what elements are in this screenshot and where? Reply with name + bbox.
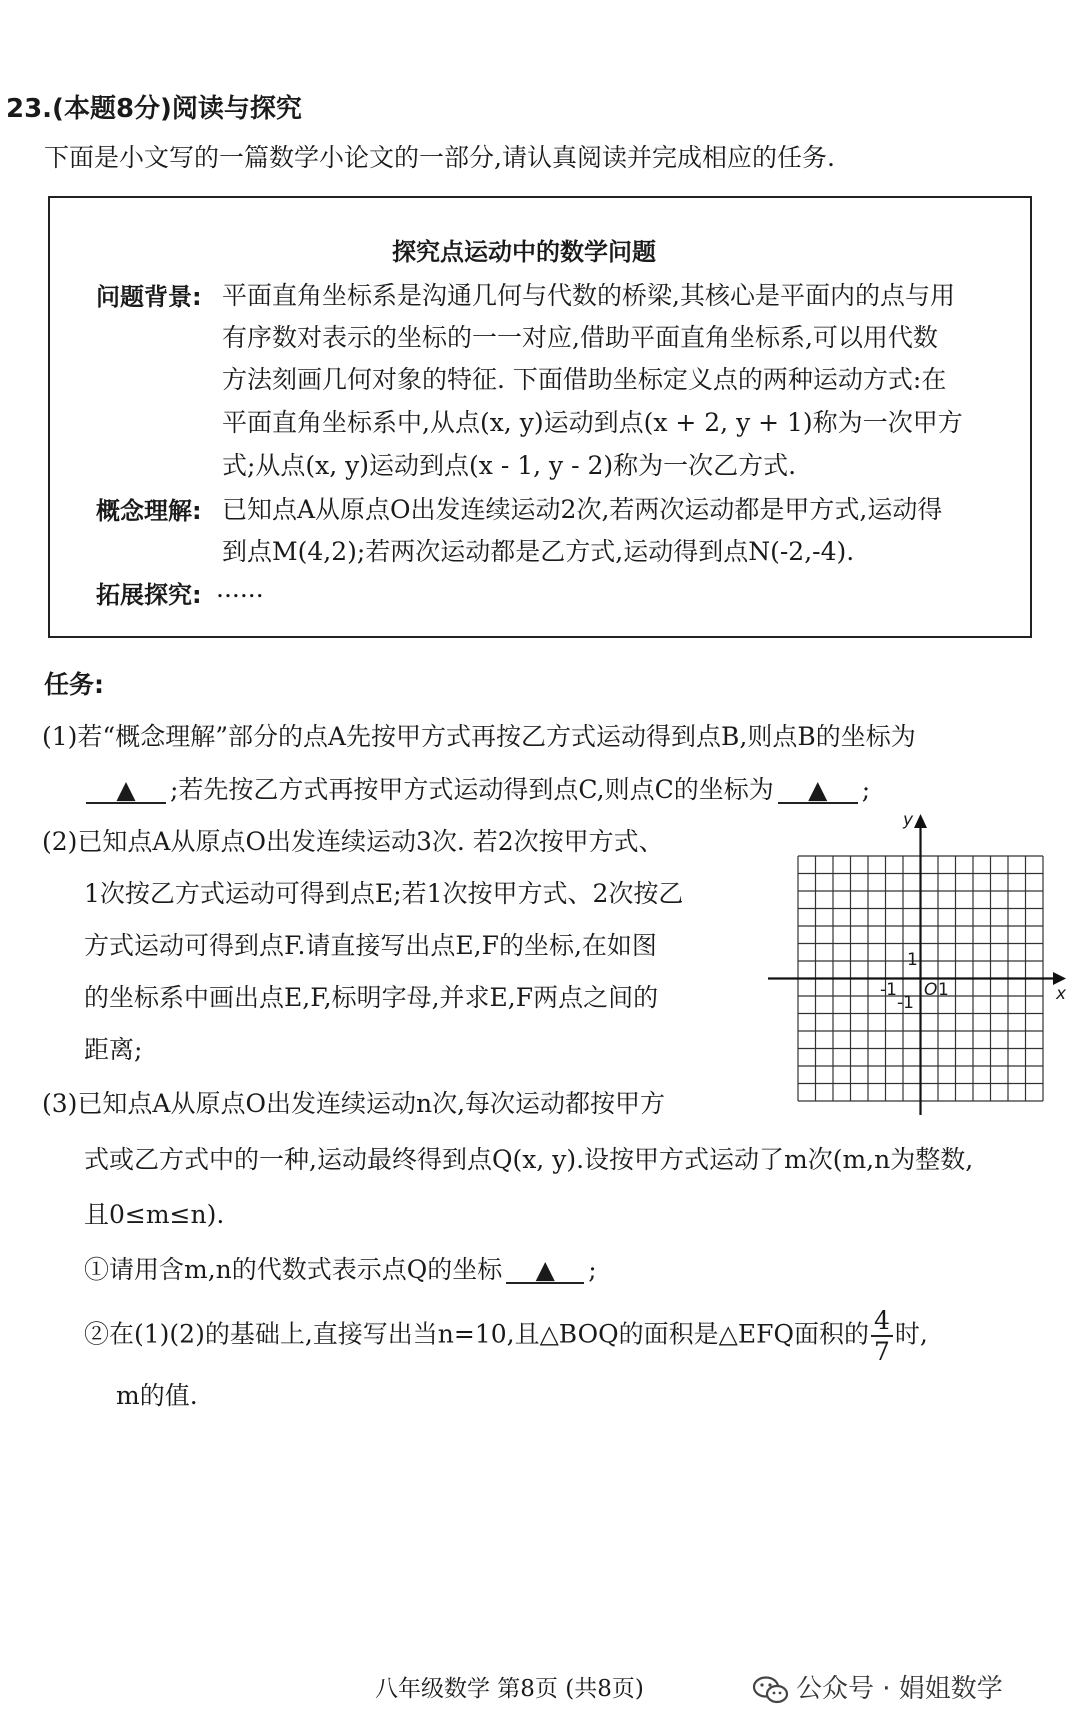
background-line-5: 式;从点(x, y)运动到点(x - 1, y - 2)称为一次乙方式. (222, 451, 797, 480)
fraction-four-sevenths (871, 1308, 893, 1364)
concept-label: 概念理解: (96, 497, 202, 525)
task1-mid-text: ;若先按乙方式再按甲方式运动得到点C,则点C的坐标为 (170, 775, 774, 804)
fraction-numerator: 4 (871, 1308, 893, 1337)
concept-line-1: 已知点A从原点O出发连续运动2次,若两次运动都是甲方式,运动得 (222, 495, 943, 524)
y-axis-arrow-icon (914, 814, 927, 828)
x-tick-negative: -1 (880, 980, 897, 1000)
x-tick-positive: 1 (938, 980, 949, 1000)
task2-line5: 距离; (84, 1035, 143, 1064)
task3-sub2-text: ②在(1)(2)的基础上,直接写出当n=10,且△BOQ的面积是△EFQ面积的 (84, 1319, 869, 1349)
task3-sub2-line2: m的值. (116, 1381, 198, 1410)
task3-sub2 (84, 1308, 928, 1364)
background-line-3: 方法刻画几何对象的特征. 下面借助坐标定义点的两种运动方式:在 (222, 365, 947, 394)
background-line-1: 平面直角坐标系是沟通几何与代数的桥梁,其核心是平面内的点与用 (222, 281, 955, 310)
question-intro: 下面是小文写的一篇数学小论文的一部分,请认真阅读并完成相应的任务. (44, 143, 835, 172)
task2-line4: 的坐标系中画出点E,F,标明字母,并求E,F两点之间的 (84, 983, 659, 1012)
watermark-text: 公众号 · 娟姐数学 (796, 1674, 1003, 1704)
task2-line1: (2)已知点A从原点O出发连续运动3次. 若2次按甲方式、 (42, 827, 664, 856)
task3-line1: (3)已知点A从原点O出发连续运动n次,每次运动都按甲方 (42, 1089, 666, 1118)
coordinate-grid[interactable] (760, 800, 1070, 1126)
task3-line2: 式或乙方式中的一种,运动最终得到点Q(x, y).设按甲方式运动了m次(m,n为整数, (84, 1145, 974, 1174)
y-axis-label: y (903, 810, 914, 830)
extend-label: 拓展探究: (96, 581, 202, 609)
task1-answer-blank-c[interactable]: ▲ (778, 777, 858, 804)
task3-sub1-end: ; (588, 1255, 597, 1284)
task1-line2 (82, 770, 870, 806)
task2-line3: 方式运动可得到点F.请直接写出点E,F的坐标,在如图 (84, 931, 657, 960)
fraction-denominator: 7 (873, 1337, 890, 1366)
concept-line-2: 到点M(4,2);若两次运动都是乙方式,运动得到点N(-2,-4). (222, 537, 855, 566)
task1-answer-blank-b[interactable]: ▲ (86, 777, 166, 804)
extend-text: ...... (216, 574, 264, 603)
y-tick-negative: -1 (897, 993, 914, 1013)
background-label: 问题背景: (96, 283, 202, 311)
question-title: 23.(本题8分)阅读与探究 (6, 94, 302, 124)
task3-sub1-answer-blank[interactable]: ▲ (506, 1257, 584, 1284)
background-line-2: 有序数对表示的坐标的一一对应,借助平面直角坐标系,可以用代数 (222, 323, 938, 352)
page-footer: 八年级数学 第8页 (共8页) (375, 1676, 644, 1702)
task3-sub1 (84, 1250, 597, 1286)
task1-end: ; (861, 775, 871, 804)
tasks-label: 任务: (44, 670, 104, 699)
watermark (752, 1668, 1003, 1705)
origin-label: O (924, 980, 938, 1000)
task3-line3: 且0≤m≤n). (84, 1200, 225, 1229)
task3-sub2-post: 时, (894, 1319, 928, 1349)
task2-line2: 1次按乙方式运动可得到点E;若1次按甲方式、2次按乙 (84, 879, 684, 908)
x-axis-label: x (1056, 984, 1067, 1004)
wechat-icon (752, 1675, 790, 1705)
task3-sub1-text: ①请用含m,n的代数式表示点Q的坐标 (84, 1255, 503, 1284)
task1-line1: (1)若“概念理解”部分的点A先按甲方式再按乙方式运动得到点B,则点B的坐标为 (42, 722, 916, 751)
background-line-4: 平面直角坐标系中,从点(x, y)运动到点(x + 2, y + 1)称为一次甲方 (222, 408, 963, 437)
essay-title: 探究点运动中的数学问题 (392, 238, 656, 266)
y-tick-positive: 1 (907, 950, 918, 970)
